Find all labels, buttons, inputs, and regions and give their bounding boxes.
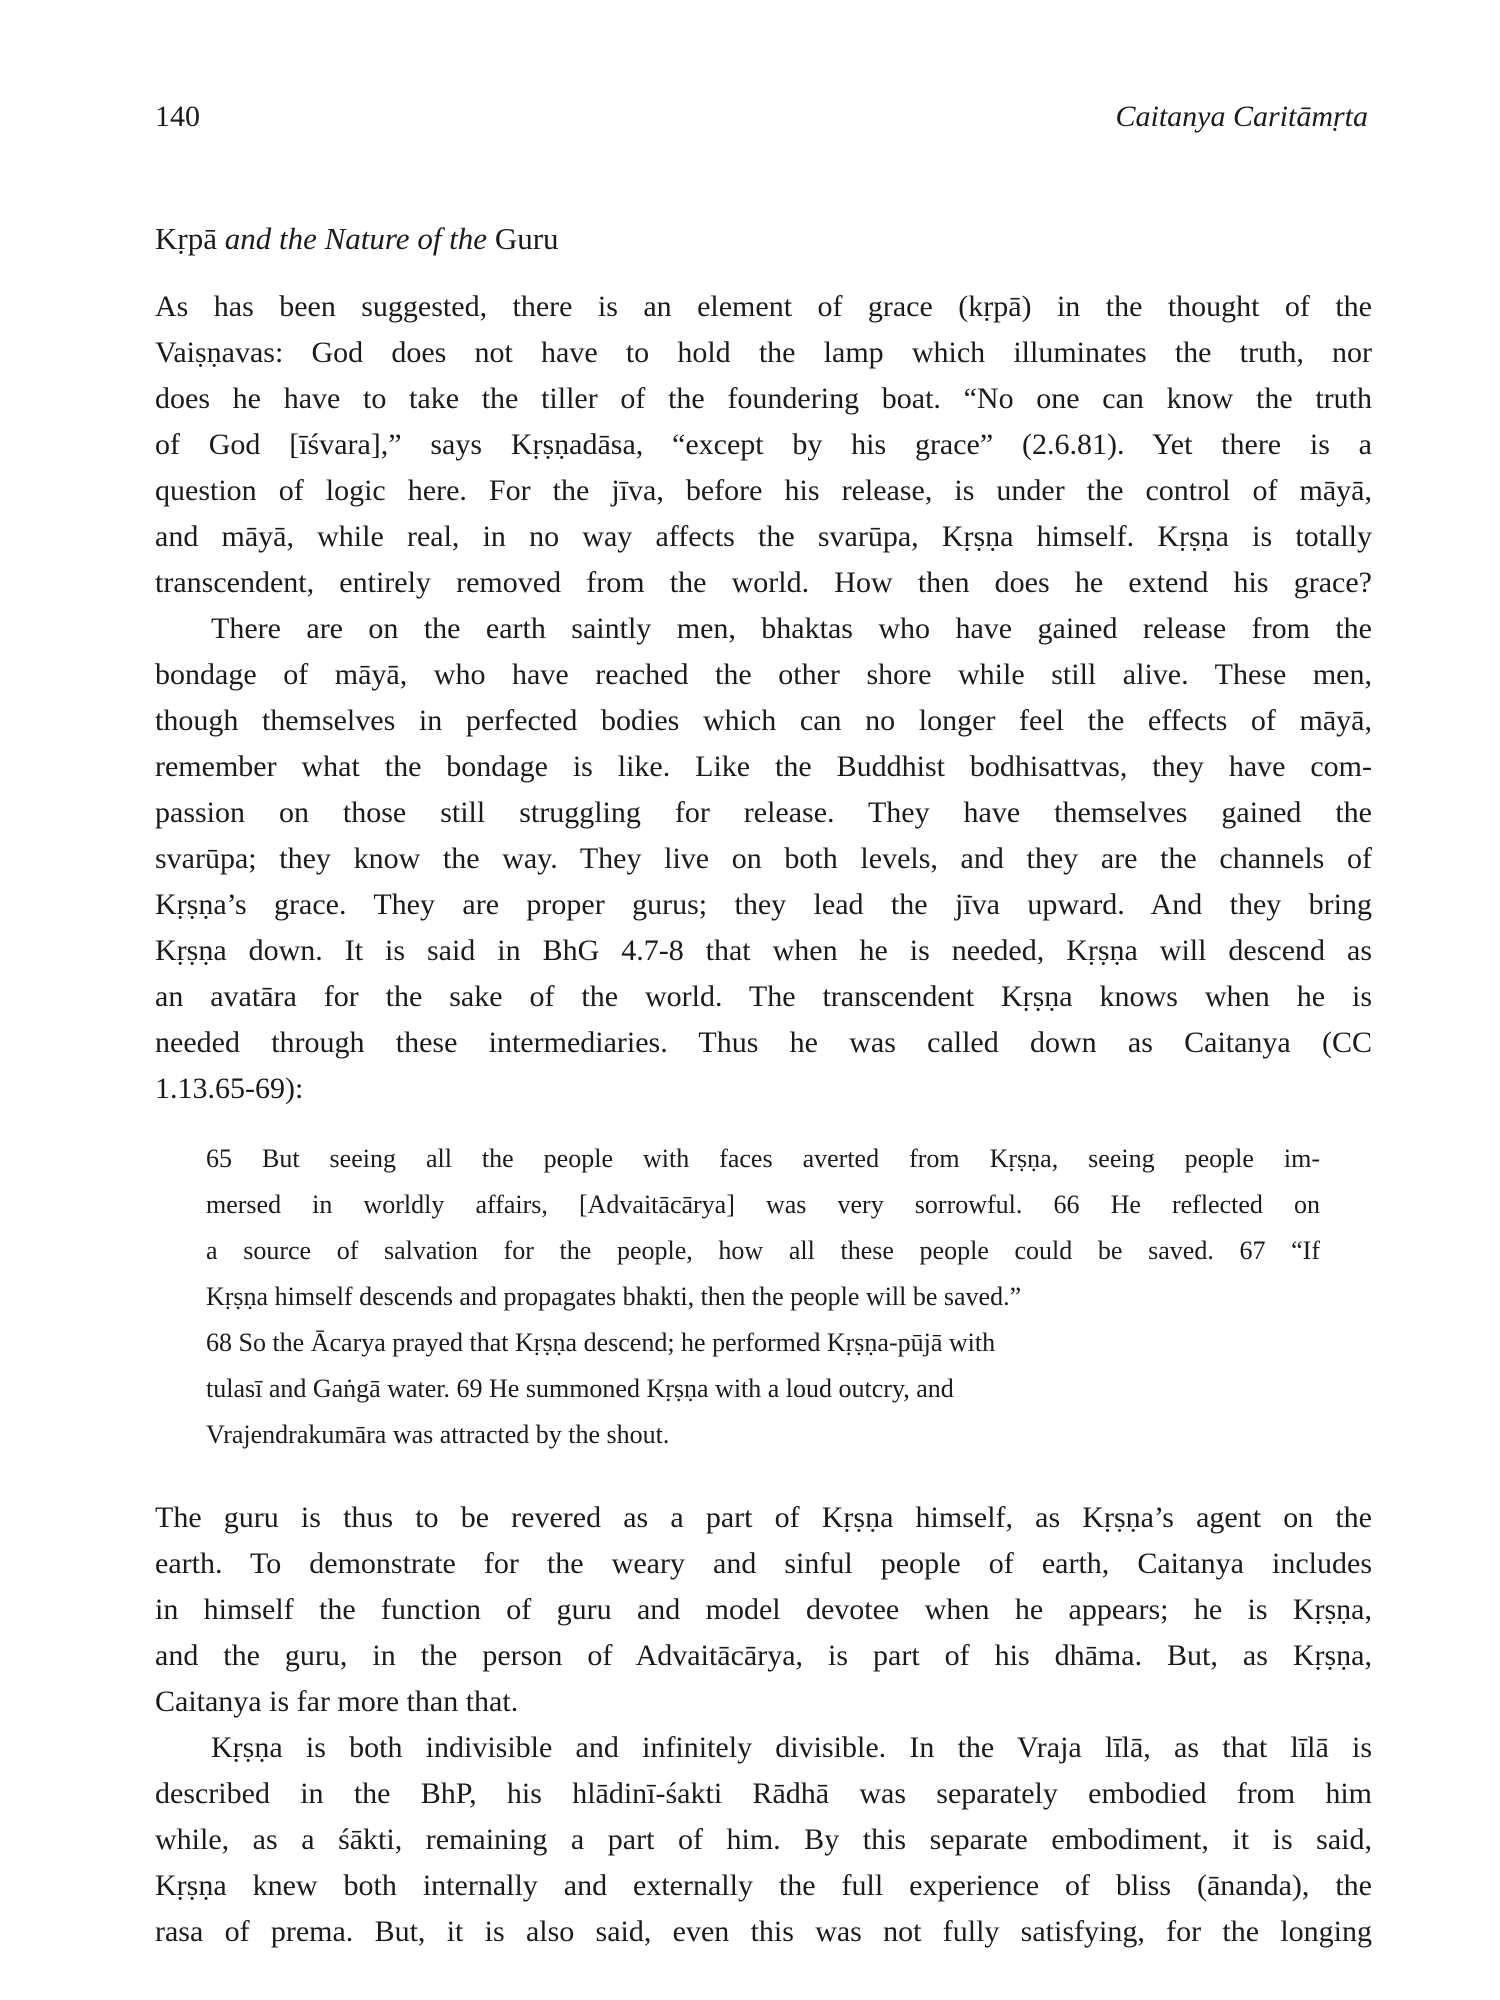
quote-line: 68 So the Ācarya prayed that Kṛṣṇa descend; he performed Kṛṣṇa-pūjā with <box>206 1328 996 1357</box>
line: does he have to take the tiller of the foundering boat. “No one can know the truth <box>155 382 1372 415</box>
quote-line: mersed in worldly affairs, [Advaitācārya] was very sorrowful. 66 He reflected on <box>206 1190 1320 1219</box>
page-header <box>155 100 1368 144</box>
line: described in the BhP, his hlādinī-śakti Rādhā was separately embodied from him <box>155 1777 1372 1810</box>
line: As has been suggested, there is an element of grace (kṛpā) in the thought of the <box>155 290 1372 323</box>
page-number: 140 <box>155 100 200 133</box>
line: of God [īśvara],” says Kṛṣṇadāsa, “except by his grace” (2.6.81). Yet there is a <box>155 428 1372 461</box>
heading-part-3: Guru <box>487 221 559 256</box>
line: and māyā, while real, in no way affects the svarūpa, Kṛṣṇa himself. Kṛṣṇa is totally <box>155 520 1372 553</box>
line: in himself the function of guru and model devotee when he appears; he is Kṛṣṇa, <box>155 1593 1372 1626</box>
line: Kṛṣṇa down. It is said in BhG 4.7-8 that when he is needed, Kṛṣṇa will descend as <box>155 934 1372 967</box>
quote-line: tulasī and Gaṅgā water. 69 He summoned Kṛṣṇa with a loud outcry, and <box>206 1374 954 1403</box>
line: Vaiṣṇavas: God does not have to hold the lamp which illuminates the truth, nor <box>155 336 1372 369</box>
line: remember what the bondage is like. Like the Buddhist bodhisattvas, they have com- <box>155 750 1372 783</box>
line: bondage of māyā, who have reached the other shore while still alive. These men, <box>155 658 1372 691</box>
line: passion on those still struggling for release. They have themselves gained the <box>155 796 1372 829</box>
line: rasa of prema. But, it is also said, even this was not fully satisfying, for the longing <box>155 1915 1372 1948</box>
line: needed through these intermediaries. Thus he was called down as Caitanya (CC <box>155 1026 1372 1059</box>
section-heading <box>155 221 559 257</box>
line: earth. To demonstrate for the weary and sinful people of earth, Caitanya includes <box>155 1547 1372 1580</box>
line: Kṛṣṇa’s grace. They are proper gurus; they lead the jīva upward. And they bring <box>155 888 1372 921</box>
line: Kṛṣṇa knew both internally and externally the full experience of bliss (ānanda), the <box>155 1869 1372 1902</box>
line: question of logic here. For the jīva, before his release, is under the control of māyā, <box>155 474 1372 507</box>
quote-line: Kṛṣṇa himself descends and propagates bhakti, then the people will be saved.” <box>206 1282 1022 1311</box>
line: There are on the earth saintly men, bhaktas who have gained release from the <box>211 612 1372 645</box>
line: while, as a śākti, remaining a part of him. By this separate embodiment, it is said, <box>155 1823 1372 1856</box>
heading-part-2: and the Nature of the <box>224 221 488 256</box>
line: transcendent, entirely removed from the world. How then does he extend his grace? <box>155 566 1372 599</box>
line: an avatāra for the sake of the world. The transcendent Kṛṣṇa knows when he is <box>155 980 1372 1013</box>
quote-line: a source of salvation for the people, how all these people could be saved. 67 “If <box>206 1236 1320 1265</box>
quote-line: Vrajendrakumāra was attracted by the shout. <box>206 1420 670 1449</box>
line: 1.13.65-69): <box>155 1072 304 1105</box>
line: Kṛṣṇa is both indivisible and infinitely divisible. In the Vraja līlā, as that līlā is <box>211 1731 1372 1764</box>
line: Caitanya is far more than that. <box>155 1685 519 1718</box>
line: The guru is thus to be revered as a part of Kṛṣṇa himself, as Kṛṣṇa’s agent on the <box>155 1501 1372 1534</box>
running-title: Caitanya Caritāmṛta <box>1115 100 1368 133</box>
line: though themselves in perfected bodies which can no longer feel the effects of māyā, <box>155 704 1372 737</box>
line: svarūpa; they know the way. They live on both levels, and they are the channels of <box>155 842 1372 875</box>
heading-part-1: Kṛpā <box>155 221 225 256</box>
quote-line: 65 But seeing all the people with faces averted from Kṛṣṇa, seeing people im- <box>206 1144 1320 1173</box>
line: and the guru, in the person of Advaitācārya, is part of his dhāma. But, as Kṛṣṇa, <box>155 1639 1372 1672</box>
